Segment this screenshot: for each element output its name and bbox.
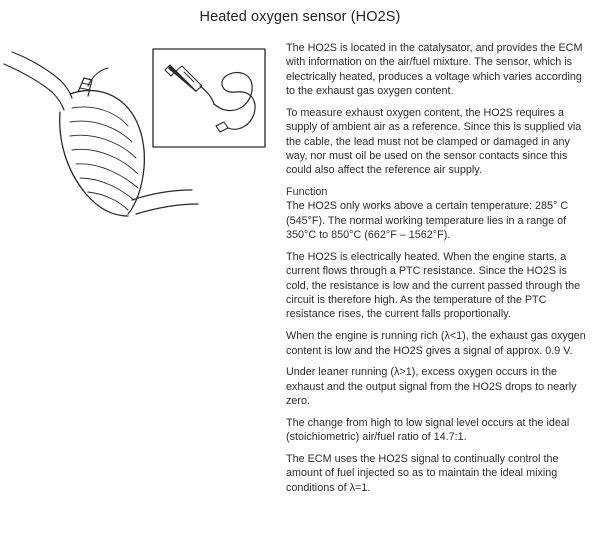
- function-paragraph-4: Under leaner running (λ>1), excess oxygen occurs in the exhaust and the output signal from the HO2S drops to nearly zero.: [286, 366, 577, 408]
- function-paragraph-5: The change from high to low signal level occurs at the ideal (stoichiometric) air/fuel ratio of 14.7:1.: [286, 416, 570, 444]
- function-paragraph-6: The ECM uses the HO2S signal to continually control the amount of fuel injected so as to maintain the ideal mixing conditions of λ=1.: [286, 453, 559, 494]
- intro-paragraph-2: To measure exhaust oxygen content, the HO2S requires a supply of ambient air as a reference. Since this is supplied via the cable, the lead must not be clamped or damaged in any way, nor must oil be used on the sensor contacts since this could also affect the reference air supply.: [286, 106, 582, 177]
- function-paragraph-2: The HO2S is electrically heated. When the engine starts, a current flows through a PTC resistance. Since the HO2S is cold, the resistance is low and the current passed through the circuit is therefore high. As the temperature of the PTC resistance rises, the current falls proportionally.: [286, 250, 581, 321]
- function-paragraph-3: When the engine is running rich (λ<1), the exhaust gas oxygen content is low and the HO2S gives a signal of approx. 0.9 V.: [286, 330, 586, 357]
- function-heading: Function: [286, 186, 328, 199]
- description-text: [286, 41, 590, 503]
- sensor-illustration: [0, 28, 270, 228]
- function-paragraph-1: The HO2S only works above a certain temperature: 285° C (545°F). The normal working temperature lies in a range of 350°C to 850°C (662°F – 1562°F).: [286, 200, 569, 242]
- page-title: Heated oxygen sensor (HO2S): [199, 9, 401, 25]
- intro-paragraph-1: The HO2S is located in the catalysator, and provides the ECM with information on the air/fuel mixture. The sensor, which is electrically heated, produces a voltage which varies according to the exhaust gas oxygen content.: [286, 42, 583, 98]
